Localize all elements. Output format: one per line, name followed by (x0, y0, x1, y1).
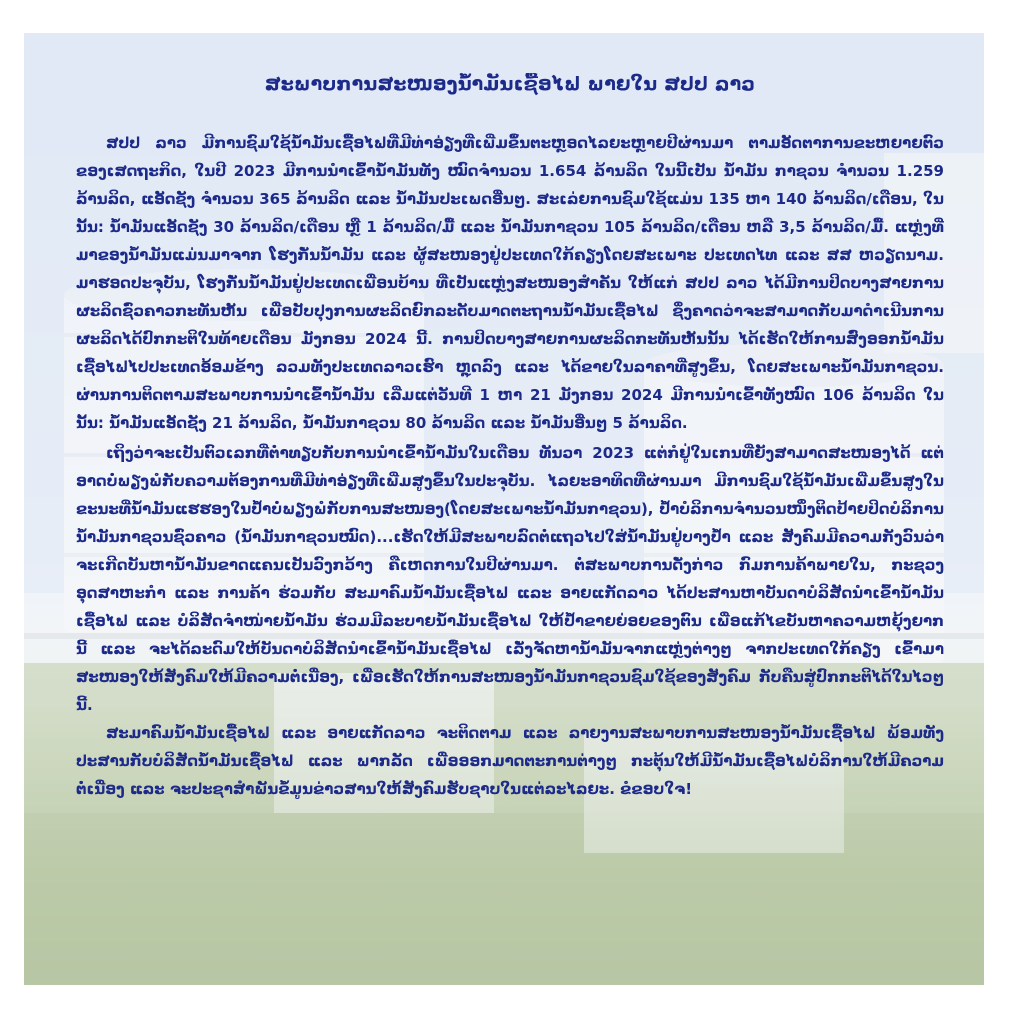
article-paragraph-3: ສະມາຄົມນ້ຳມັນເຊື້ອໄຟ ແລະ ອາຍແກັດລາວ ຈະຕິດຕາມ ແລະ ລາຍງານສະພາບການສະໜອງນ້ຳມັນເຊື້ອໄຟ ພ້ອມທັງປະສານກັບບໍລິສັດນ້ຳມັນເຊື້ອໄຟ ແລະ ພາກລັດ ເພື່ອອອກມາດຕະການຕ່າງໆ ກະຕຸ້ນໃຫ້ມີນ້ຳມັນເຊື້ອໄຟບໍລິການໃຫ້ມີຄວາມຕໍ່ເນື່ອງ ແລະ ຈະປະຊາສຳພັນຂໍ້ມູນຂ່າວສານໃຫ້ສັງຄົມຮັບຊາບໃນແຕ່ລະໄລຍະ. ຂໍຂອບໃຈ! (76, 724, 944, 798)
article-content (76, 73, 944, 973)
article-paragraph-1: ສປປ ລາວ ມີການຊົມໃຊ້ນ້ຳມັນເຊື້ອໄຟທີ່ມີທ່າອ່ຽງທີ່ເພີ່ມຂຶ້ນຕະຫຼອດໄລຍະຫຼາຍປີຜ່ານມາ ຕາມອັດຕາການຂະຫຍາຍຕົວຂອງເສດຖະກິດ, ໃນປີ 2023 ມີການນຳເຂົ້ານ້ຳມັນທັງ ໝົດຈຳນວນ 1.654 ລ້ານລິດ ໃນນີ້ເປັນ ນ້ຳມັນ ກາຊວນ ຈຳນວນ 1.259 ລ້ານລິດ, ແອັດຊັງ ຈຳນວນ 365 ລ້ານລິດ ແລະ ນ້ຳມັນປະເພດອື່ນໆ. ສະເລ່ຍການຊົມໃຊ້ແມ່ນ 135 ຫາ 140 ລ້ານລິດ/ເດືອນ, ໃນນັ້ນ: ນ້ຳມັນແອັດຊັງ 30 ລ້ານລິດ/ເດືອນ ຫຼື 1 ລ້ານລິດ/ມື້ ແລະ ນ້ຳມັນກາຊວນ 105 ລ້ານລິດ/ເດືອນ ຫລື 3,5 ລ້ານລິດ/ມື້. ແຫຼ່ງທີ່ມາຂອງນ້ຳມັນແມ່ນມາຈາກ ໂຮງກັ່ນນ້ຳມັນ ແລະ ຜູ້ສະໜອງຢູ່ປະເທດໃກ້ຄຽງໂດຍສະເພາະ ປະເທດໄທ ແລະ ສສ ຫວຽດນາມ. ມາຮອດປະຈຸບັນ, ໂຮງກັ່ນນ້ຳມັນຢູ່ປະເທດເພື່ອນບ້ານ ທີ່ເປັນແຫຼ່ງສະໜອງສຳຄັນ ໃຫ້ແກ່ ສປປ ລາວ ໄດ້ມີການປິດບາງສາຍການຜະລິດຊົ່ວຄາວກະທັນຫັນ ເພື່ອປັບປຸງການຜະລິດຍົກລະດັບມາດຕະຖານນ້ຳມັນເຊື້ອໄຟ ຊຶ່ງຄາດວ່າຈະສາມາດກັບມາດຳເນີນການຜະລິດໄດ້ປົກກະຕິໃນທ້າຍເດືອນ ມັງກອນ 2024 ນີ້. ການປິດບາງສາຍການຜະລິດກະທັນຫັນນັ້ນ ໄດ້ເຮັດໃຫ້ການສົ່ງອອກນ້ຳມັນເຊື້ອໄຟໄປປະເທດອ້ອມຂ້າງ ລວມທັງປະເທດລາວເຮົາ ຫຼຸດລົງ ແລະ ໄດ້ຂາຍໃນລາຄາທີ່ສູງຂຶ້ນ, ໂດຍສະເພາະນ້ຳມັນກາຊວນ. ຜ່ານການຕິດຕາມສະພາບການນຳເຂົ້ານ້ຳມັນ ເລີ່ມແຕ່ວັນທີ 1 ຫາ 21 ມັງກອນ 2024 ມີການນຳເຂົ້າທັງໝົດ 106 ລ້ານລິດ ໃນນັ້ນ: ນ້ຳມັນແອັດຊັງ 21 ລ້ານລິດ, ນ້ຳມັນກາຊວນ 80 ລ້ານລິດ ແລະ ນ້ຳມັນອື່ນໆ 5 ລ້ານລິດ. (76, 134, 944, 432)
article-paragraph-2: ເຖິງວ່າຈະເປັນຕົວເລກທີ່ຕ່ຳທຽບກັບການນຳເຂົ້ານ້ຳມັນໃນເດືອນ ທັນວາ 2023 ແຕ່ກໍຢູ່ໃນເກນທີ່ຍັງສາມາດສະໜອງໄດ້ ແຕ່ອາດບໍ່ພຽງພໍກັບຄວາມຕ້ອງການທີ່ມີທ່າອ່ຽງທີ່ເພີ່ມສູງຂຶ້ນໃນປະຈຸບັນ. ໄລຍະອາທິດທີ່ຜ່ານມາ ມີການຊົມໃຊ້ນ້ຳມັນເພີ່ມຂຶ້ນສູງໃນຂະນະທີ່ນ້ຳມັນແຮຮອງໃນປ້ຳບໍ່ພຽງພໍກັບການສະໜອງ(ໂດຍສະເພາະນ້ຳມັນກາຊວນ), ປ້ຳບໍລິການຈຳນວນໜຶ່ງຕິດປ້າຍປິດບໍລິການນ້ຳມັນກາຊວນຊົ່ວຄາວ (ນ້ຳມັນກາຊວນໝົດ)...ເຮັດໃຫ້ມີສະພາບລົດຕໍ່ແຖວໄປໃສ່ນ້ຳມັນຢູ່ບາງປ້ຳ ແລະ ສັງຄົມມີຄວາມກັງວົນວ່າຈະເກີດບັນຫານ້ຳມັນຂາດແຄນເປັນວົງກວ້າງ ຄືເຫດການໃນປີຜ່ານມາ. ຕໍ່ສະພາບການດັ່ງກ່າວ ກົມການຄ້າພາຍໃນ, ກະຊວງ ອຸດສາຫະກຳ ແລະ ການຄ້າ ຮ່ວມກັບ ສະມາຄົມນ້ຳມັນເຊື້ອໄຟ ແລະ ອາຍແກັດລາວ ໄດ້ປະສານຫາບັນດາບໍລິສັດນຳເຂົ້ານ້ຳມັນເຊື້ອໄຟ ແລະ ບໍລິສັດຈຳໜ່າຍນ້ຳມັນ ຮ່ວມມີລະບາຍນ້ຳມັນເຊື້ອໄຟ ໃຫ້ປ້ຳຂາຍຍ່ອຍຂອງຕົນ ເພື່ອແກ້ໄຂບັນຫາຄວາມຫຍຸ້ງຍາກນີ້ ແລະ ຈະໄດ້ລະດົມໃຫ້ບັນດາບໍລິສັດນຳເຂົ້ານ້ຳມັນເຊື້ອໄຟ ເລັ່ງຈັດຫານ້ຳມັນຈາກແຫຼ່ງຕ່າງໆ ຈາກປະເທດໃກ້ຄຽງ ເຂົ້າມາສະໜອງໃຫ້ສັງຄົມໃຫ້ມີຄວາມຕໍ່ເນື່ອງ, ເພື່ອເຮັດໃຫ້ການສະໜອງນ້ຳມັນກາຊວນຊົມໃຊ້ຂອງສັງຄົມ ກັບຄືນສູ່ປົກກະຕິໄດ້ໃນໄວໆນີ້. (76, 444, 944, 714)
news-poster (24, 33, 984, 985)
article-title: ສະພາບການສະໜອງນ້ຳມັນເຊື້ອໄຟ ພາຍໃນ ສປປ ລາວ (264, 73, 756, 95)
